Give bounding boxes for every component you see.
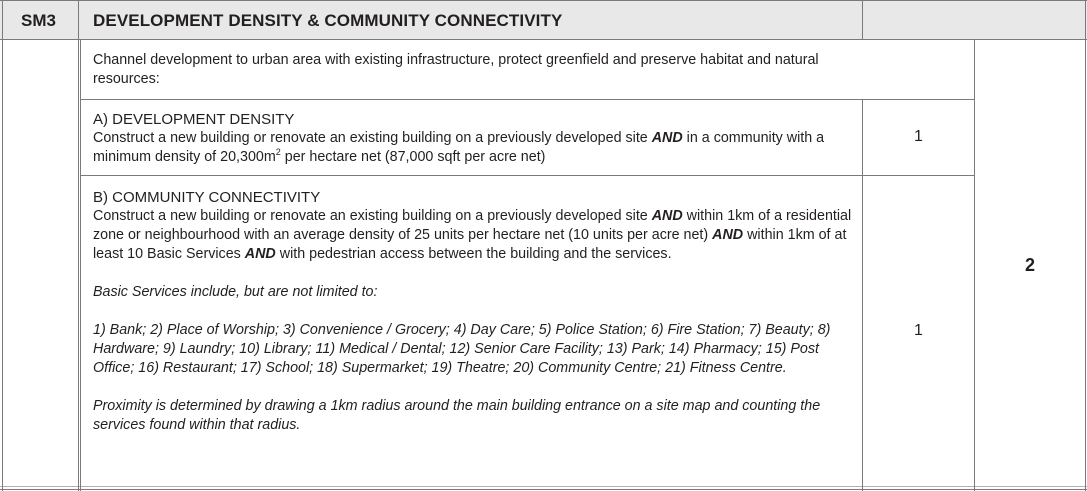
divider [0, 489, 1087, 490]
option-a-points: 1 [914, 128, 923, 145]
option-a-heading: A) DEVELOPMENT DENSITY [93, 111, 295, 128]
divider [0, 0, 1087, 1]
option-b-heading: B) COMMUNITY CONNECTIVITY [93, 189, 321, 206]
option-b-points: 1 [914, 322, 923, 339]
basic-services-title: Basic Services include, but are not limited to: [93, 284, 378, 300]
divider [80, 40, 81, 491]
intro-text: Channel development to urban area with existing infrastructure, protect greenfield and preserve habitat and natural resources: [93, 52, 819, 87]
divider [2, 0, 3, 491]
divider [862, 99, 863, 491]
section-title: DEVELOPMENT DENSITY & COMMUNITY CONNECTIVITY [93, 11, 563, 30]
divider [862, 0, 863, 40]
option-b-body: Construct a new building or renovate an existing building on a previously developed site AND within 1km of a residential zone or neighbourhood with an average density of 25 units per hectare net (10 units per acre net) AND within 1km of at least 10 Basic Services AND with pedestrian access between the building and the services. [93, 208, 852, 262]
divider [80, 175, 975, 176]
option-a-body: Construct a new building or renovate an existing building on a previously developed site AND in a community with a minimum density of $20,300m^2$ per hectare net (87,000 sqft per acre net) [93, 130, 825, 165]
proximity-note: Proximity is determined by drawing a 1km radius around the main building entrance on a site map and counting the services found within that radius. [93, 398, 821, 433]
option-b [93, 188, 858, 435]
section-code: SM3 [21, 11, 56, 30]
basic-services-list: 1) Bank; 2) Place of Worship; 3) Convenience / Grocery; 4) Day Care; 5) Police Station; 6) Fire Station; 7) Beauty; 8) Hardware; 9) Laundry; 10) Library; 11) Medical / Dental; 12) Senior Care Facility; 13) Park; 14) Pharmacy; 15) Post Office; 16) Restaurant; 17) School; 18) Supermarket; 19) Theatre; 20) Community Centre; 21) Fitness Centre. [93, 322, 831, 376]
divider [0, 39, 1087, 40]
option-a [93, 110, 858, 167]
divider [0, 486, 1087, 487]
divider [80, 99, 975, 100]
divider [78, 0, 79, 491]
total-points: 2 [1024, 255, 1035, 275]
divider [1085, 0, 1086, 491]
